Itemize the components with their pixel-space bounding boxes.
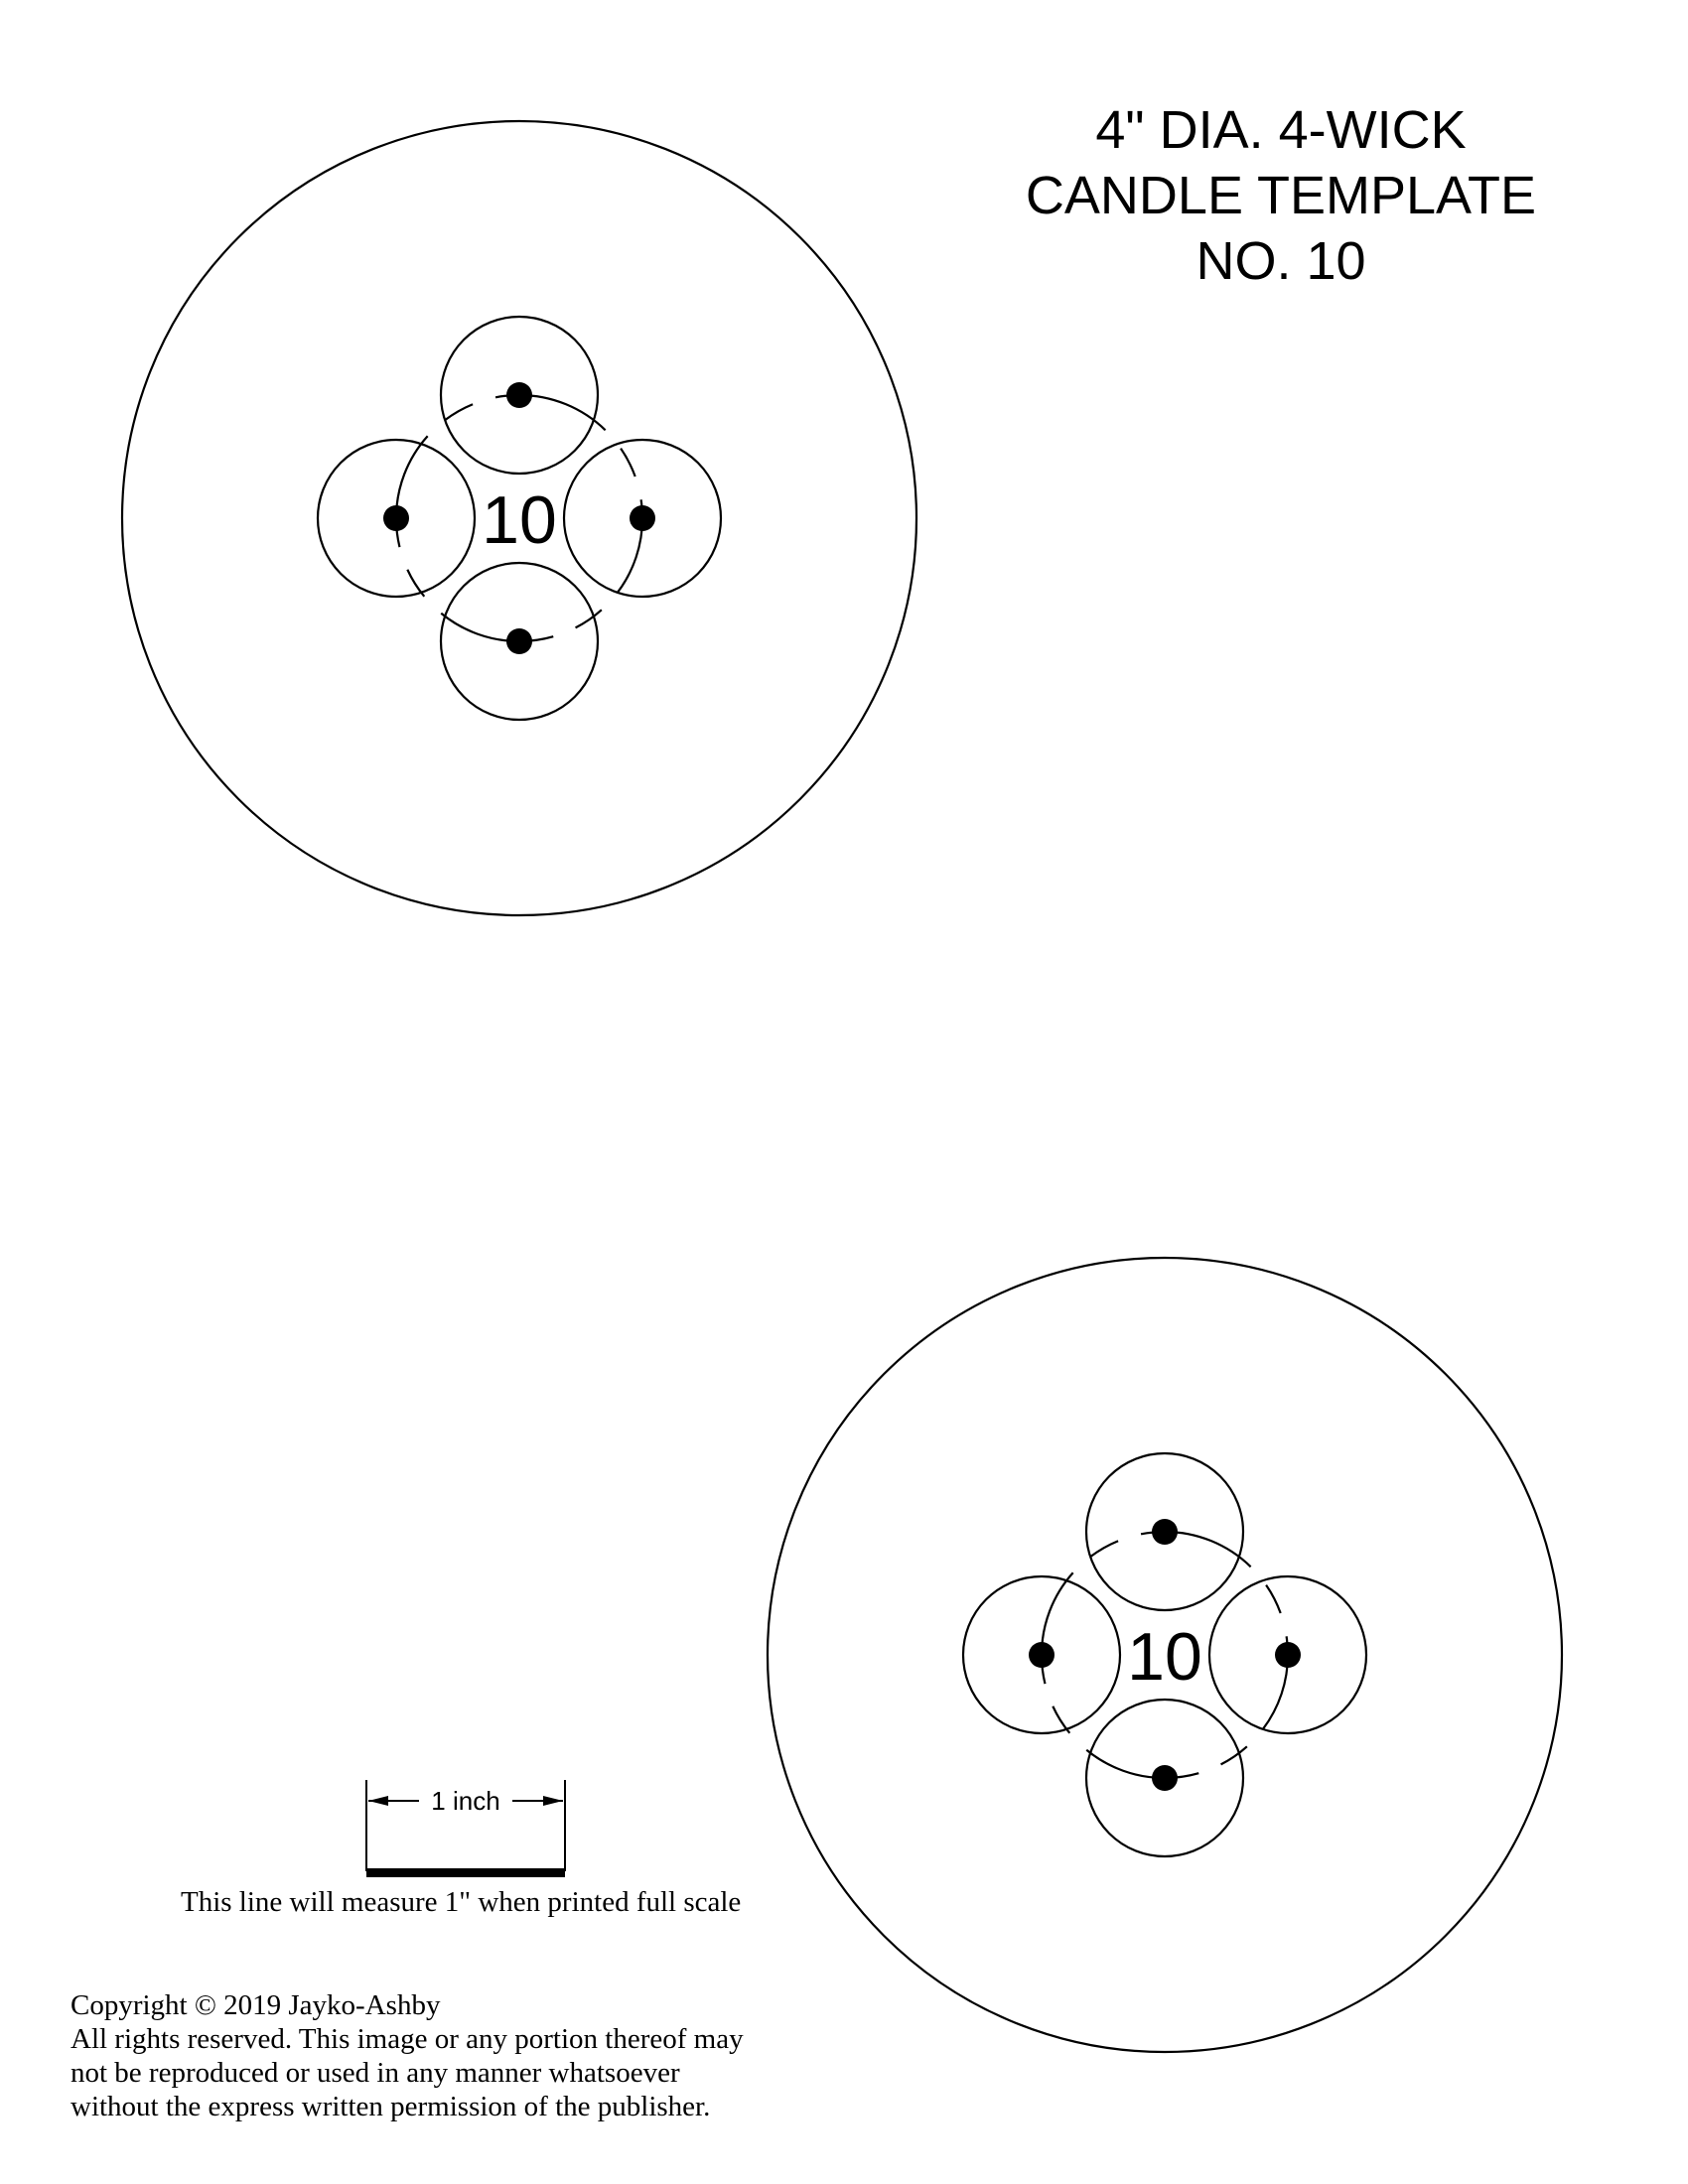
- template-number: 10: [482, 482, 557, 558]
- arrowhead-right-icon: [543, 1796, 563, 1806]
- template-number: 10: [1127, 1619, 1202, 1695]
- wick-dot-top: [506, 382, 532, 408]
- arrowhead-left-icon: [368, 1796, 388, 1806]
- copyright-line-2: All rights reserved. This image or any portion thereof may: [70, 2023, 744, 2055]
- scale-bar-label: 1 inch: [431, 1786, 500, 1816]
- title-line-2: CANDLE TEMPLATE: [1025, 166, 1537, 225]
- wick-dot-top: [1152, 1519, 1178, 1545]
- copyright-line-3: not be reproduced or used in any manner whatsoever: [70, 2057, 680, 2089]
- candle-template-2: [768, 1258, 1562, 2052]
- wick-dot-right: [630, 505, 655, 531]
- wick-dot-left: [383, 505, 409, 531]
- scale-caption: This line will measure 1" when printed full scale: [181, 1886, 742, 1918]
- one-inch-measure-line: [366, 1868, 565, 1877]
- wick-dot-bottom: [1152, 1765, 1178, 1791]
- copyright-line-1: Copyright © 2019 Jayko-Ashby: [70, 1989, 441, 2021]
- copyright-notice: [70, 1988, 744, 2123]
- candle-template-1: [122, 121, 916, 915]
- wick-dot-left: [1029, 1642, 1055, 1668]
- title-line-3: NO. 10: [1196, 231, 1366, 291]
- title-line-1: 4" DIA. 4-WICK: [1095, 100, 1467, 160]
- wick-dot-bottom: [506, 628, 532, 654]
- wick-dot-right: [1275, 1642, 1301, 1668]
- copyright-line-4: without the express written permission of the publisher.: [70, 2091, 711, 2122]
- scale-bar: [366, 1780, 565, 1877]
